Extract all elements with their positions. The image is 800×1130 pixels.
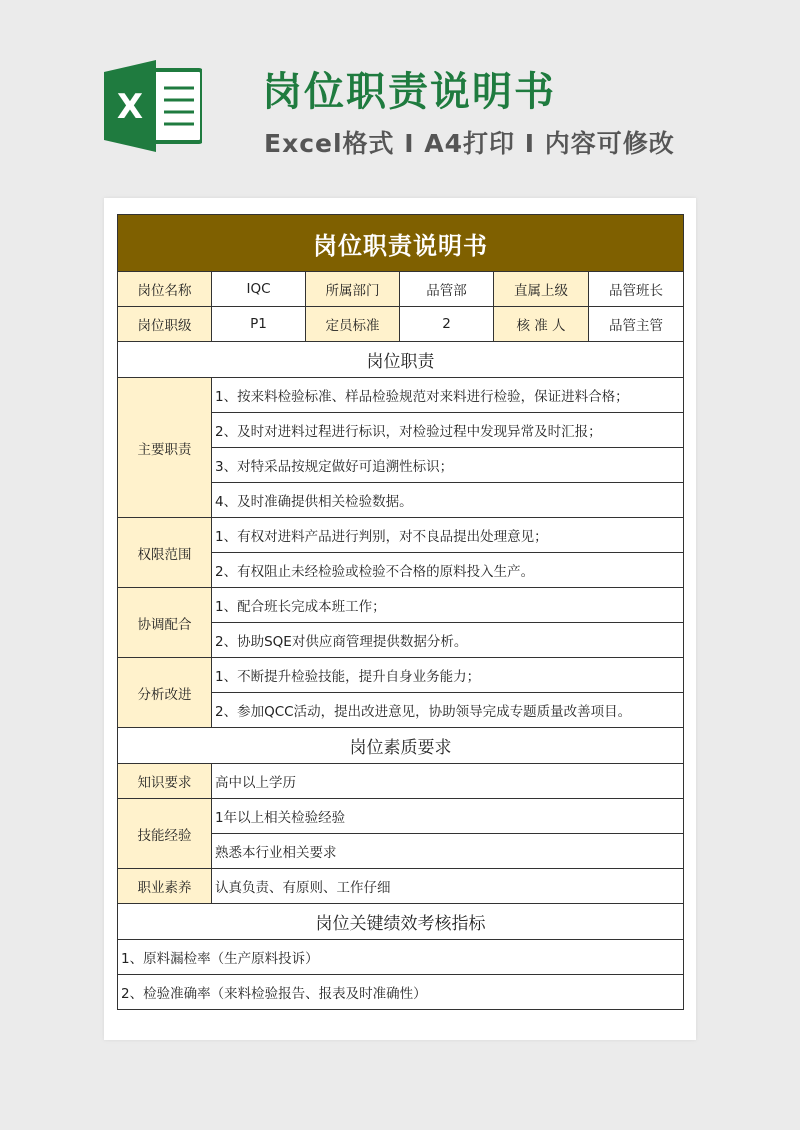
duty-item: 2、协助SQE对供应商管理提供数据分析。 xyxy=(212,623,684,658)
supervisor-value: 品管班长 xyxy=(589,272,684,307)
duty-item: 3、对特采品按规定做好可追溯性标识； xyxy=(212,448,684,483)
quality-item: 1年以上相关检验经验 xyxy=(212,799,684,834)
kpi-heading: 岗位关键绩效考核指标 xyxy=(118,904,684,940)
position-level-label: 岗位职级 xyxy=(118,307,212,342)
duty-item: 2、有权阻止未经检验或检验不合格的原料投入生产。 xyxy=(212,553,684,588)
quality-category-label: 技能经验 xyxy=(118,799,212,869)
info-row xyxy=(118,272,684,307)
quality-item: 高中以上学历 xyxy=(212,764,684,799)
department-label: 所属部门 xyxy=(306,272,400,307)
kpi-item: 2、检验准确率（来料检验报告、报表及时准确性） xyxy=(118,975,684,1010)
job-description-sheet xyxy=(117,214,684,1010)
position-level-value: P1 xyxy=(212,307,306,342)
page-title: 岗位职责说明书 xyxy=(262,69,556,115)
duty-item: 2、参加QCC活动，提出改进意见，协助领导完成专题质量改善项目。 xyxy=(212,693,684,728)
page-subtitle: Excel格式 I A4打印 I 内容可修改 xyxy=(264,129,675,158)
quality-item: 认真负责、有原则、工作仔细 xyxy=(212,869,684,904)
quality-heading: 岗位素质要求 xyxy=(118,728,684,764)
duty-category-label: 主要职责 xyxy=(118,378,212,518)
excel-logo-icon xyxy=(104,60,202,152)
department-value: 品管部 xyxy=(400,272,494,307)
duty-item: 1、按来料检验标准、样品检验规范对来料进行检验，保证进料合格； xyxy=(212,378,684,413)
position-name-value: IQC xyxy=(212,272,306,307)
duties-heading: 岗位职责 xyxy=(118,342,684,378)
duty-category-label: 分析改进 xyxy=(118,658,212,728)
approver-value: 品管主管 xyxy=(589,307,684,342)
supervisor-label: 直属上级 xyxy=(494,272,589,307)
duty-item: 1、有权对进料产品进行判别，对不良品提出处理意见； xyxy=(212,518,684,553)
headcount-label: 定员标准 xyxy=(306,307,400,342)
duty-item: 1、不断提升检验技能，提升自身业务能力； xyxy=(212,658,684,693)
approver-label: 核 准 人 xyxy=(494,307,589,342)
sheet-title: 岗位职责说明书 xyxy=(118,215,684,272)
quality-category-label: 职业素养 xyxy=(118,869,212,904)
svg-text:X: X xyxy=(116,87,144,127)
quality-category-label: 知识要求 xyxy=(118,764,212,799)
info-row xyxy=(118,307,684,342)
position-name-label: 岗位名称 xyxy=(118,272,212,307)
kpi-item: 1、原料漏检率（生产原料投诉） xyxy=(118,940,684,975)
duty-item: 4、及时准确提供相关检验数据。 xyxy=(212,483,684,518)
headcount-value: 2 xyxy=(400,307,494,342)
duty-item: 1、配合班长完成本班工作； xyxy=(212,588,684,623)
duty-category-label: 协调配合 xyxy=(118,588,212,658)
quality-item: 熟悉本行业相关要求 xyxy=(212,834,684,869)
duty-category-label: 权限范围 xyxy=(118,518,212,588)
duty-item: 2、及时对进料过程进行标识，对检验过程中发现异常及时汇报； xyxy=(212,413,684,448)
